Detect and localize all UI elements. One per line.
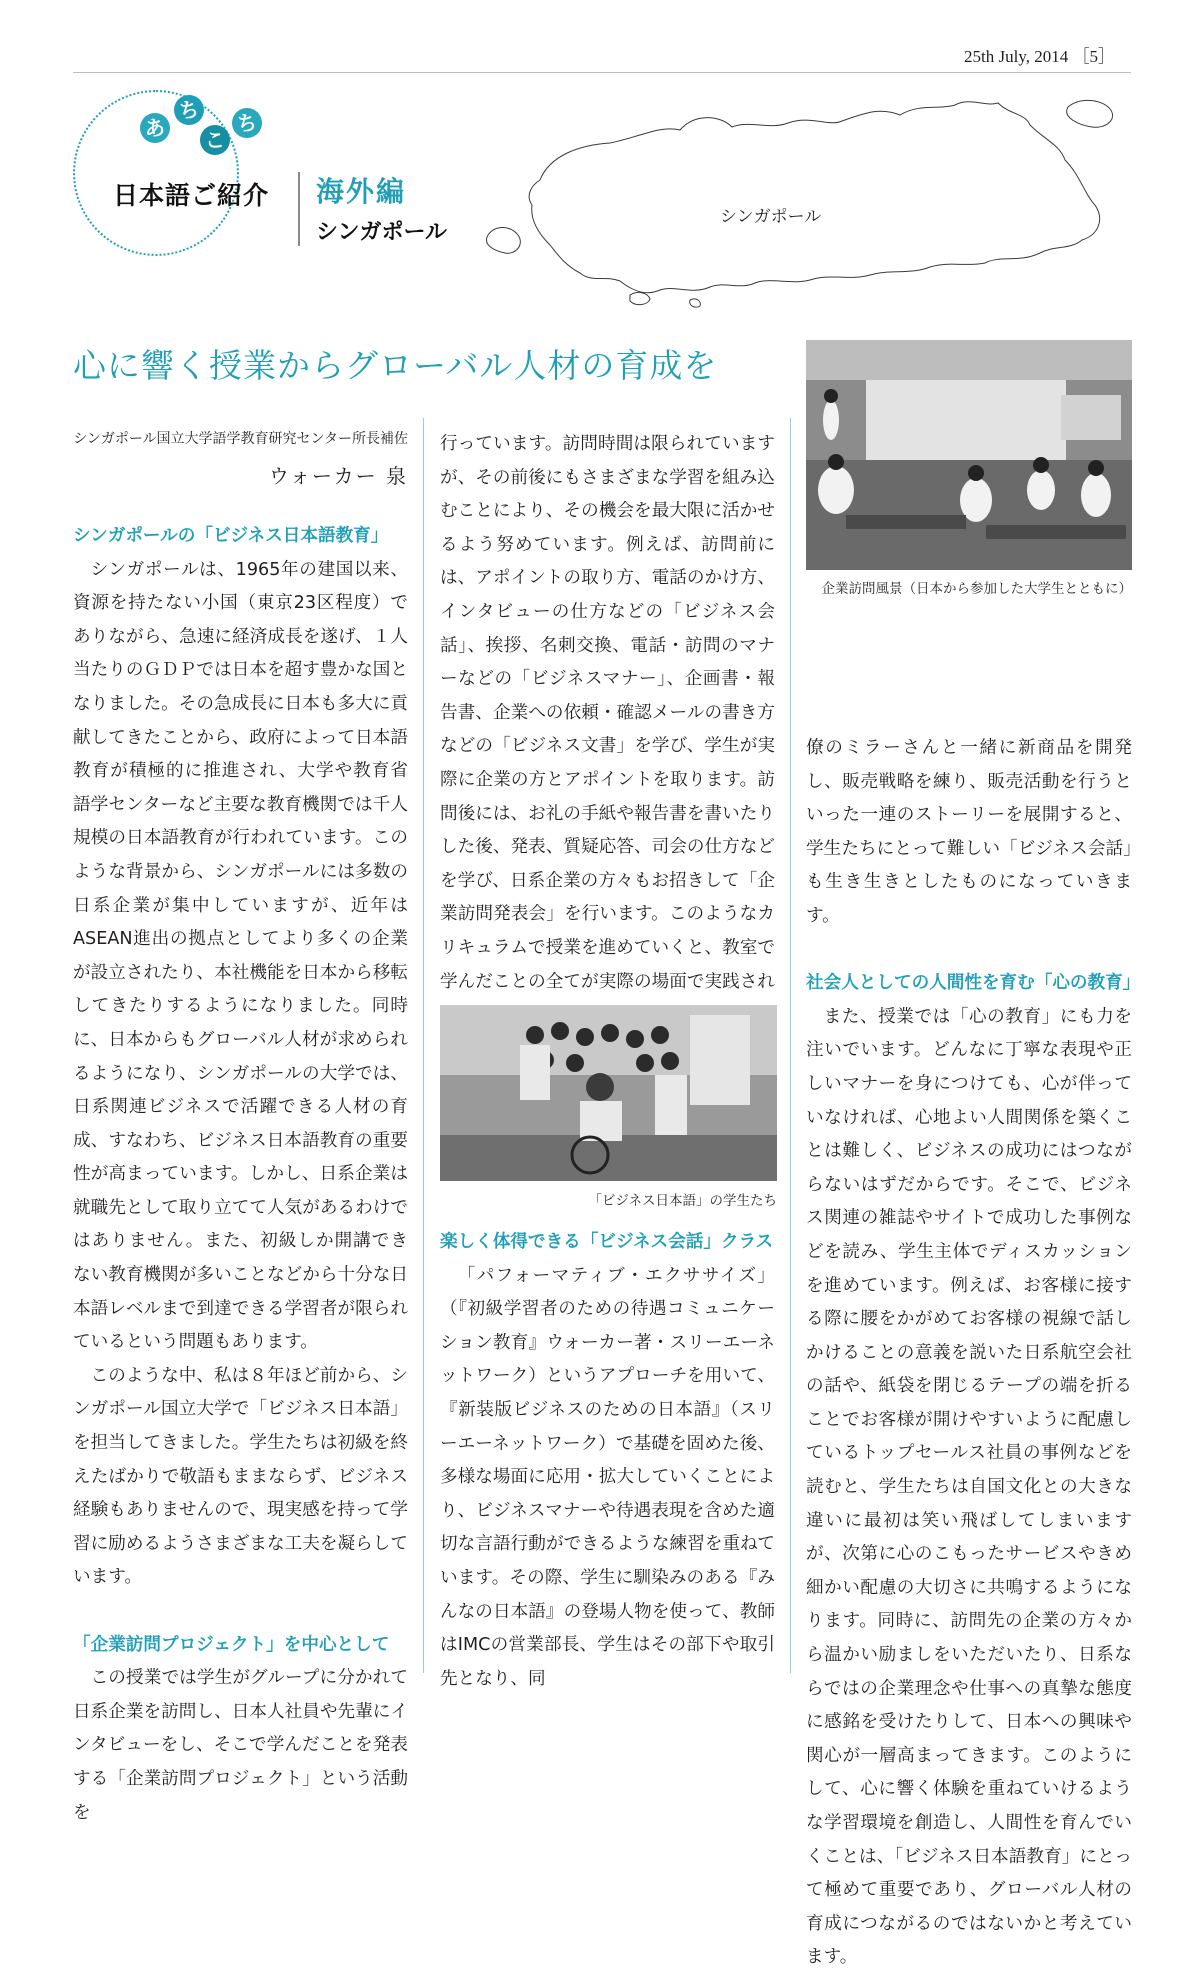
singapore-map-outline — [470, 85, 1160, 315]
hiragana-chi-2: ち — [232, 108, 262, 138]
paragraph: 行っています。訪問時間は限られていますが、その前後にもさまざまな学習を組み込むことにより、その機会を最大限に活かせるよう努めています。例えば、訪問前には、アポイントの取り方、電話のかけ方、インタビューの仕方などの「ビジネス会話」、挨拶、名刺交換、電話・訪問のマナーなどの「ビジネスマナー」、企画書・報告書、企業への依頼・確認メールの書き方などの「ビジネス文書」を学び、学生が実際に企業の方とアポイントを取ります。訪問後には、お礼の手紙や報告書を書いたりした後、発表、質疑応答、司会の仕方などを学び、日系企業の方々もお招きして「企業訪問発表会」を行います。このようなカリキュラムで授業を進めていくと、教室で学んだことの全てが実際の場面で実践され — [440, 434, 775, 992]
article-column-2-lower — [440, 1226, 775, 1696]
series-title: 日本語ご紹介 — [113, 181, 270, 210]
classroom-photo — [806, 340, 1132, 570]
map-label: シンガポール — [720, 207, 822, 227]
article-column-1 — [73, 520, 408, 1830]
series-country: シンガポール — [316, 220, 448, 245]
section-heading: 楽しく体得できる「ビジネス会話」クラス — [440, 1232, 774, 1252]
students-group-photo — [440, 1005, 777, 1181]
series-divider — [298, 172, 300, 246]
hiragana-chi-1: ち — [174, 95, 204, 125]
paragraph: 僚のミラーさんと一緒に新商品を開発し、販売戦略を練り、販売活動を行うといった一連のストーリーを展開すると、学生たちにとって難しい「ビジネス会話」も生き生きとしたものになっていきます。 — [806, 738, 1132, 926]
author-name: ウォーカー 泉 — [268, 464, 408, 488]
paragraph: シンガポールは、1965年の建国以来、資源を持たない小国（東京23区程度）でありながら、急速に経済成長を遂げ、１人当たりのＧＤＰでは日本を超す豊かな国となりました。その急成長に日本も多大に貢献してきたことから、政府によって日本語教育が積極的に推進され、大学や教育省語学センターなど主要な教育機関では千人規模の日本語教育が行われています。このような背景から、シンガポールには多数の日系企業が集中していますが、近年はASEAN進出の拠点としてより多くの企業が設立されたり、本社機能を日本から移転してきたりするようになりました。同時に、日本からもグローバル人材が求められるようになり、シンガポールの大学では、日系関連ビジネスで活躍できる人材の育成、すなわち、ビジネス日本語教育の重要性が高まっています。しかし、日系企業は就職先として取り立てて人気があるわけではありません。また、初級しか開講できない教育機関が多いことなどから十分な日本語レベルまで到達できる学習者が限られているという問題もあります。 — [73, 559, 408, 1353]
series-edition: 海外編 — [316, 175, 407, 208]
header-rule — [73, 72, 1131, 73]
classroom-photo-caption: 企業訪問風景（日本から参加した大学生とともに） — [821, 581, 1132, 597]
article-column-2 — [440, 428, 775, 1066]
hiragana-ko: こ — [200, 125, 230, 155]
section-heading: 「企業訪問プロジェクト」を中心として — [73, 1634, 390, 1655]
section-heading: シンガポールの「ビジネス日本語教育」 — [73, 526, 389, 546]
column-separator — [790, 418, 791, 1673]
paragraph: また、授業では「心の教育」にも力を注いでいます。どんなに丁寧な表現や正しいマナーを身につけても、心が伴っていなければ、心地よい人間関係を築くことは難しく、ビジネスの成功にはつながらないはずだからです。そこで、ビジネス関連の雑誌やサイトで成功した事例などを読み、学生主体でディスカッションを進めています。例えば、お客様に接する際に腰をかがめてお客様の視線で話しかけることの意義を説いた日系航空会社の話や、紙袋を閉じるテープの端を折ることでお客様が開けやすいように配慮しているトップセールス社員の事例などを読むと、学生たちは自国文化との大きな違いに最初は笑い飛ばしてしまいますが、次第に心のこもったサービスやきめ細かい配慮の大切さに共鳴するようになります。同時に、訪問先の企業の方々から温かい励ましをいただいたり、日系ならではの企業理念や仕事への真摯な態度に感銘を受けたりして、日本への興味や関心が一層高まってきます。このようにして、心に響く体験を重ねていけるような学習環境を創造し、人間性を育んでいくことは、「ビジネス日本語教育」にとって極めて重要であり、グローバル人材の育成につながるのではないかと考えています。 — [806, 1006, 1132, 1968]
article-headline: 心に響く授業からグローバル人材の育成を — [73, 346, 718, 385]
paragraph: このような中、私は８年ほど前から、シンガポール国立大学で「ビジネス日本語」を担当してきました。学生たちは初級を終えたばかりで敬語もままならず、ビジネス経験もありませんので、現実感を持って学習に励めるようさまざまな工夫を凝らしています。 — [73, 1365, 408, 1588]
issue-date: 25th July, 2014 ［5］ — [964, 47, 1115, 66]
students-photo-caption: 「ビジネス日本語」の学生たち — [588, 1193, 777, 1209]
article-column-3 — [806, 732, 1141, 1975]
paragraph: この授業では学生がグループに分かれて日系企業を訪問し、日本人社員や先輩にインタビューをし、そこで学んだことを発表する「企業訪問プロジェクト」という活動を — [73, 1668, 408, 1823]
column-separator — [423, 418, 424, 1673]
hiragana-a: あ — [140, 113, 170, 143]
paragraph: 「パフォーマティブ・エクササイズ」（『初級学習者のための待遇コミュニケーション教育』ウォーカー著・スリーエーネットワーク）というアプローチを用いて、『新装版ビジネスのための日本語』（スリーエーネットワーク）で基礎を固めた後、多様な場面に応用・拡大していくことにより、ビジネスマナーや待遇表現を含めた適切な言語行動ができるような練習を重ねています。その際、学生に馴染みのある『みんなの日本語』の登場人物を使って、教師はIMCの営業部長、学生はその部下や取引先となり、同 — [440, 1265, 775, 1689]
section-heading: 社会人としての人間性を育む「心の教育」 — [806, 973, 1141, 994]
author-affiliation: シンガポール国立大学語学教育研究センター所長補佐 — [73, 431, 408, 447]
